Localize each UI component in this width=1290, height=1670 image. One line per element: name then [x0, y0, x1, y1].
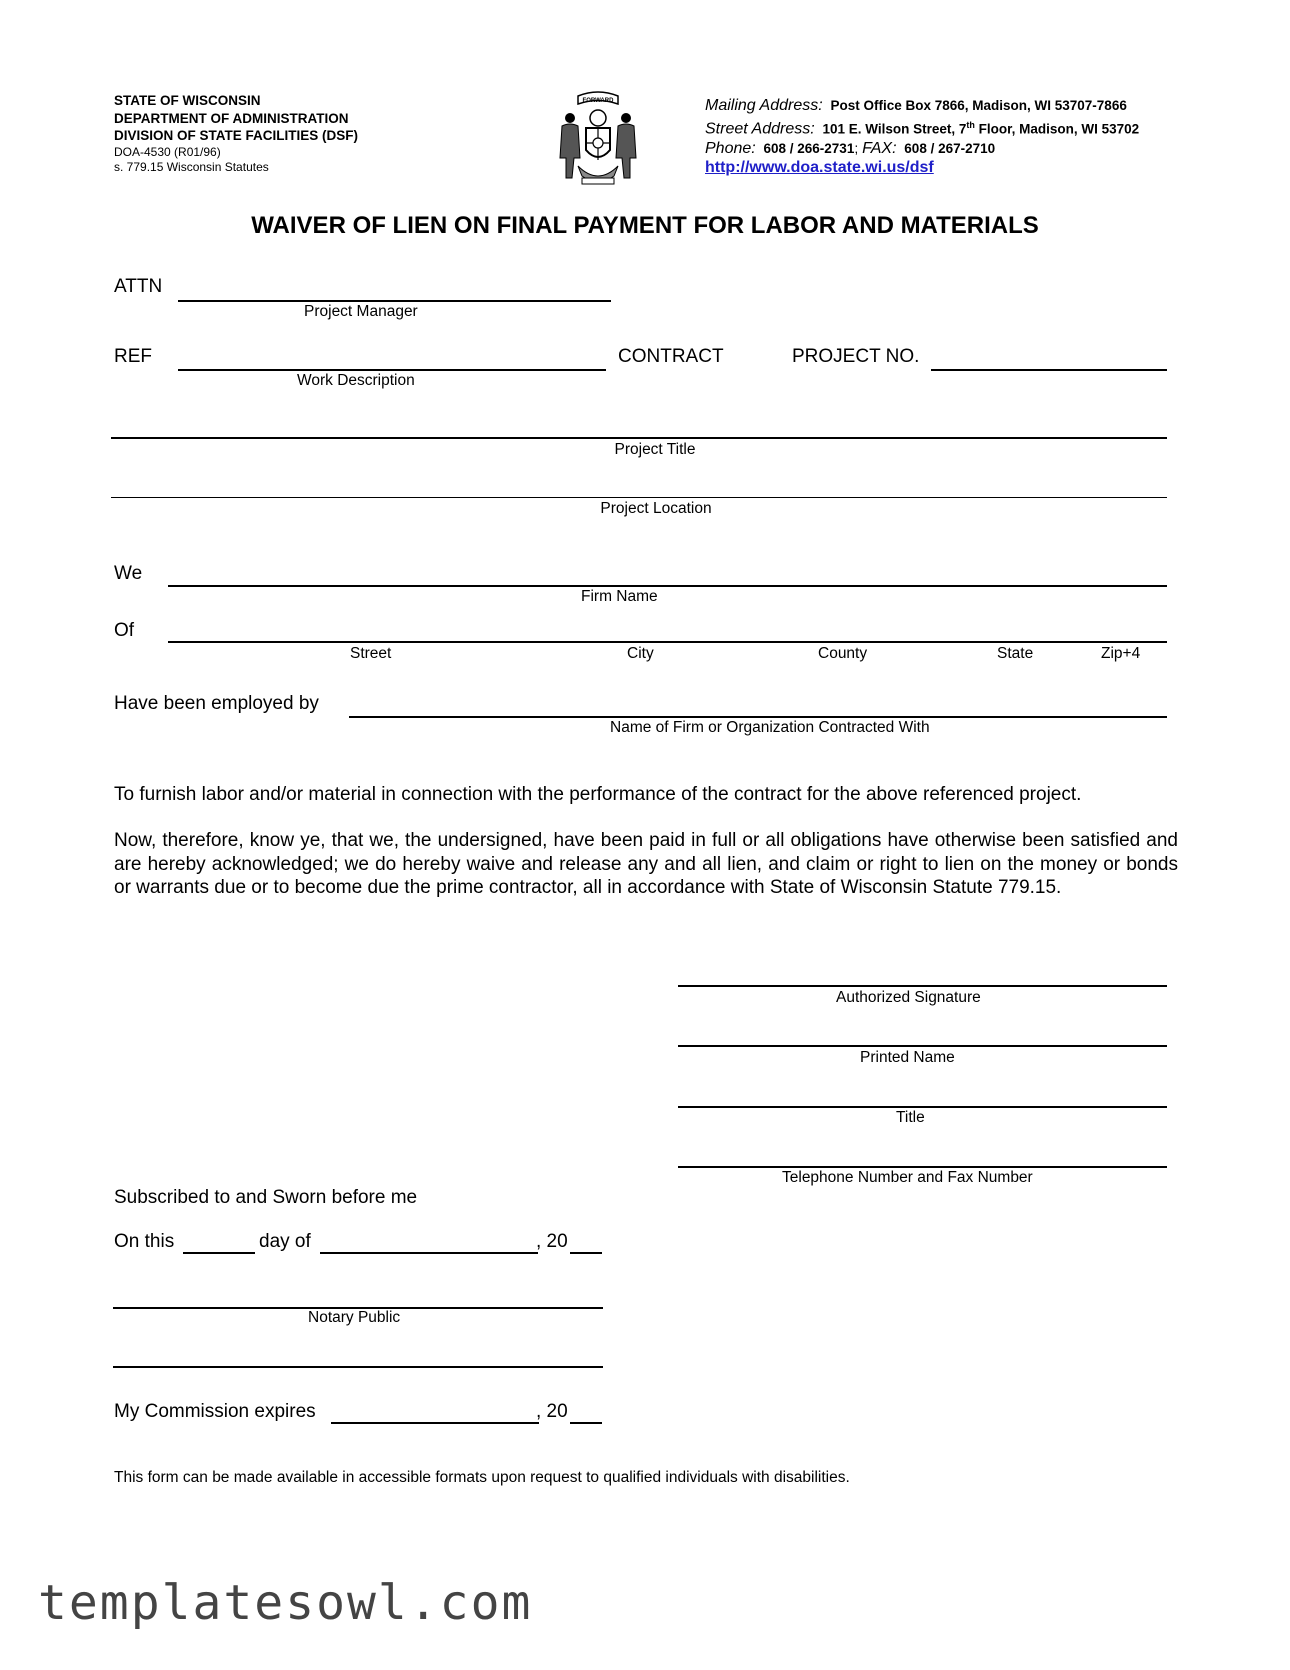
we-label: We [114, 563, 143, 584]
month-field[interactable] [320, 1252, 538, 1254]
state-name: STATE OF WISCONSIN [114, 93, 261, 108]
project-no-field[interactable] [931, 369, 1167, 371]
ref-caption: Work Description [297, 372, 415, 389]
day-of-label: day of [259, 1231, 311, 1252]
notary-caption: Notary Public [308, 1309, 401, 1326]
authorized-signature-caption: Authorized Signature [836, 989, 981, 1006]
title-caption: Title [896, 1109, 925, 1126]
phone-fax: Phone: 608 / 266-2731; FAX: 608 / 267-2710 [705, 139, 996, 157]
zip-caption: Zip+4 [1101, 645, 1141, 662]
title-field[interactable] [678, 1106, 1167, 1108]
project-title-caption: Project Title [614, 441, 696, 458]
ref-field[interactable] [178, 369, 606, 371]
department-name: DEPARTMENT OF ADMINISTRATION [114, 110, 349, 126]
project-title-field[interactable] [111, 437, 1167, 439]
street-address: Street Address: 101 E. Wilson Street, 7th Floor, Madison, WI 53702 [705, 119, 1140, 138]
ref-label: REF [114, 346, 152, 367]
attn-label: ATTN [114, 276, 163, 297]
of-label: Of [114, 620, 135, 641]
firm-name-field[interactable] [168, 585, 1167, 587]
project-location-caption: Project Location [600, 500, 712, 517]
commission-date-field[interactable] [331, 1422, 539, 1424]
contract-label: CONTRACT [618, 346, 724, 367]
state-caption: State [997, 645, 1034, 662]
county-caption: County [818, 645, 868, 662]
city-caption: City [627, 645, 654, 662]
division-name: DIVISION OF STATE FACILITIES (DSF) [114, 128, 359, 143]
form-title: WAIVER OF LIEN ON FINAL PAYMENT FOR LABOR AND MATERIALS [251, 212, 1039, 239]
agency-header [114, 92, 358, 175]
phone-fax-caption: Telephone Number and Fax Number [782, 1169, 1033, 1186]
commission-year-prefix: , 20 [536, 1401, 568, 1422]
paragraph-waiver: Now, therefore, know ye, that we, the undersigned, have been paid in full or all obligations have otherwise been satisfied and are hereby acknowledged; we do hereby waive and release any and all lien, and claim or right to lien on the money or bonds or warrants due or to become due the prime contractor, all in accordance with State of Wisconsin Statute 779.15. [114, 830, 1178, 898]
notary-seal-field[interactable] [113, 1366, 603, 1368]
attn-field[interactable] [178, 300, 611, 302]
paragraph-furnish: To furnish labor and/or material in connection with the performance of the contract for the above referenced project. [114, 784, 1082, 805]
accessibility-note: This form can be made available in accessible formats upon request to qualified individuals with disabilities. [114, 1469, 850, 1486]
commission-year-field[interactable] [570, 1422, 602, 1424]
authorized-signature-field[interactable] [678, 985, 1167, 987]
form-number: DOA-4530 (R01/96) [114, 144, 221, 159]
employed-by-label: Have been employed by [114, 693, 319, 714]
seal-motto: FORWARD [582, 98, 614, 104]
mailing-address: Mailing Address: Post Office Box 7866, Madison, WI 53707-7866 [705, 97, 1127, 114]
commission-label: My Commission expires [114, 1401, 316, 1422]
watermark: templatesowl.com [38, 1575, 533, 1631]
website-link[interactable]: http://www.doa.state.wi.us/dsf [705, 159, 934, 177]
state-seal-icon [548, 88, 648, 188]
address-field[interactable] [168, 641, 1167, 643]
phone-fax-field[interactable] [678, 1166, 1167, 1168]
street-caption: Street [350, 645, 392, 662]
project-no-label: PROJECT NO. [792, 346, 920, 367]
contact-block [705, 96, 1139, 178]
project-location-field[interactable] [111, 497, 1167, 498]
employed-by-caption: Name of Firm or Organization Contracted With [610, 719, 930, 736]
employed-by-field[interactable] [349, 716, 1167, 718]
printed-name-field[interactable] [678, 1045, 1167, 1047]
year-prefix: , 20 [536, 1231, 568, 1252]
attn-caption: Project Manager [304, 303, 418, 320]
printed-name-caption: Printed Name [860, 1049, 955, 1066]
year-field[interactable] [570, 1252, 602, 1254]
statute-reference: s. 779.15 Wisconsin Statutes [114, 159, 269, 174]
firm-name-caption: Firm Name [581, 588, 658, 605]
day-field[interactable] [183, 1252, 255, 1254]
on-this-label: On this [114, 1231, 175, 1252]
sworn-label: Subscribed to and Sworn before me [114, 1187, 418, 1208]
